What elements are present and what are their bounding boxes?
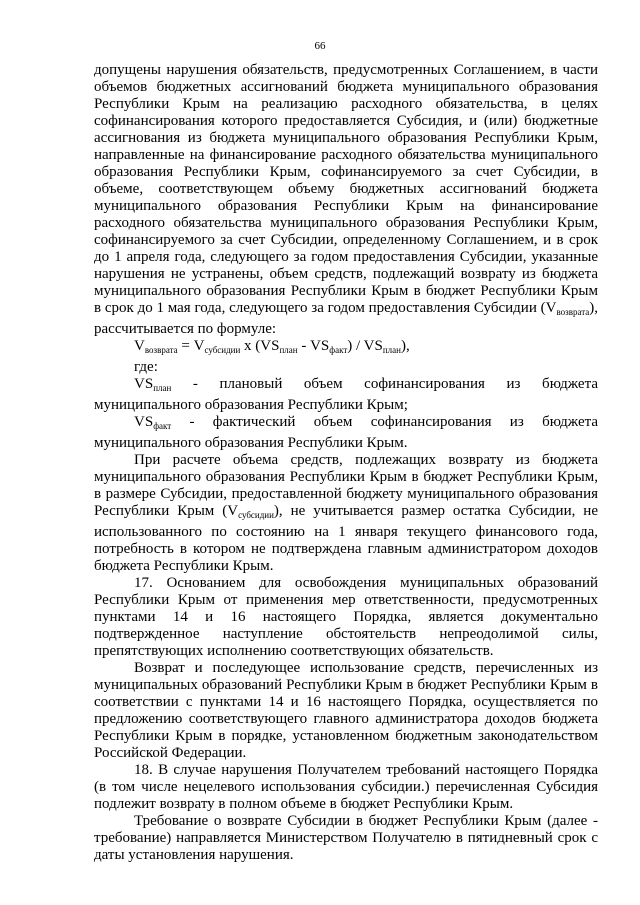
subscript: субсидии — [204, 345, 241, 355]
paragraph-return-usage: Возврат и последующее использование средств, перечисленных из муниципальных образований Республики Крым в бюджет Республики Крым в соответствии с пунктами 14 и 16 настоящего Порядка, осуществляется по предложению соответствующего главного администратора доходов бюджета Республики Крым в порядке, установленном бюджетным законодательством Российской Федерации. — [94, 660, 598, 761]
subscript: план — [153, 383, 172, 393]
definition-text: - фактический объем софинансирования из бюджета муниципального образования Республики Крым. — [94, 414, 598, 451]
paragraph-text: ), не учитывается размер остатка Субсидии, не использованного по состоянию на 1 января текущего финансового года, потребность в котором не подтверждена главным администратором доходов бюджета Республики Крым. — [94, 503, 598, 574]
paragraph-text: допущены нарушения обязательств, предусмотренных Соглашением, в части объемов бюджетных ассигнований бюджета муниципального образования Республики Крым на реализацию расходного обязательства, в целях софинансирования которого предоставляется Субсидия, и (или) бюджетные ассигнования из бюджета муниципального образования Республики Крым, направленные на финансирование расходного обязательства муниципального образования Республики Крым, софинансируемого за счет Субсидии, в объеме, соответствующем объему бюджетных ассигнований бюджета муниципального образования Республики Крым на финансирование расходного обязательства муниципального образования Республики Крым, софинансируемого за счет Субсидии, определенному Соглашением, и в срок до 1 апреля года, следующего за годом предоставления Субсидии, указанные нарушения не устранены, объем средств, подлежащий возврату из бюджета муниципального образования Республики Крым в бюджет Республики Крым в срок до 1 мая года, следующего за годом предоставления Субсидии (V — [94, 62, 598, 316]
formula-where: где: — [134, 359, 158, 375]
paragraph-text: ), рассчитывается по формуле: — [94, 300, 598, 337]
document-body — [94, 62, 598, 864]
formula-symbol: - VS — [297, 338, 330, 354]
page-number: 66 — [314, 40, 326, 52]
formula-symbol: = V — [177, 338, 205, 354]
subscript: план — [279, 345, 298, 355]
formula-symbol: VS — [134, 414, 154, 430]
paragraph-text: При расчете объема средств, подлежащих возврату из бюджета муниципального образования Республики Крым в бюджет Республики Крым, в размере Субсидии, предоставленной бюджету муниципального образования Республики Крым (V — [94, 452, 598, 519]
formula-symbol: VS — [134, 376, 154, 392]
subscript: субсидии — [238, 510, 274, 520]
formula-symbol: ), — [400, 338, 410, 354]
paragraph-calculation — [94, 452, 598, 575]
formula — [94, 338, 598, 376]
paragraph-17: 17. Основанием для освобождения муниципальных образований Республики Крым от применения мер ответственности, предусмотренных пунктами 14 и 16 настоящего Порядка, является документально подтвержденное наступление обстоятельств непреодолимой силы, препятствующих исполнению соответствующих обязательств. — [94, 575, 598, 659]
subscript: возврата — [144, 345, 178, 355]
subscript: возврата — [556, 307, 590, 317]
formula-symbol: x (VS — [240, 338, 280, 354]
paragraph-18: 18. В случае нарушения Получателем требований настоящего Порядка (в том числе нецелевого использования субсидии.) перечисленная Субсидия подлежит возврату в полном объеме в бюджет Республики Крым. — [94, 762, 598, 812]
definition-fact — [94, 414, 598, 452]
formula-symbol: V — [134, 338, 145, 354]
subscript: факт — [329, 345, 348, 355]
paragraph-demand: Требование о возврате Субсидии в бюджет Республики Крым (далее - требование) направляется Министерством Получателю в пятидневный срок с даты установления нарушения. — [94, 813, 598, 863]
formula-symbol: ) / VS — [347, 338, 383, 354]
definition-text: - плановый объем софинансирования из бюджета муниципального образования Республики Крым; — [94, 376, 598, 413]
paragraph-return-conditions — [94, 62, 598, 338]
subscript: план — [382, 345, 401, 355]
subscript: факт — [153, 421, 172, 431]
definition-plan — [94, 376, 598, 414]
formula-line — [134, 338, 598, 359]
